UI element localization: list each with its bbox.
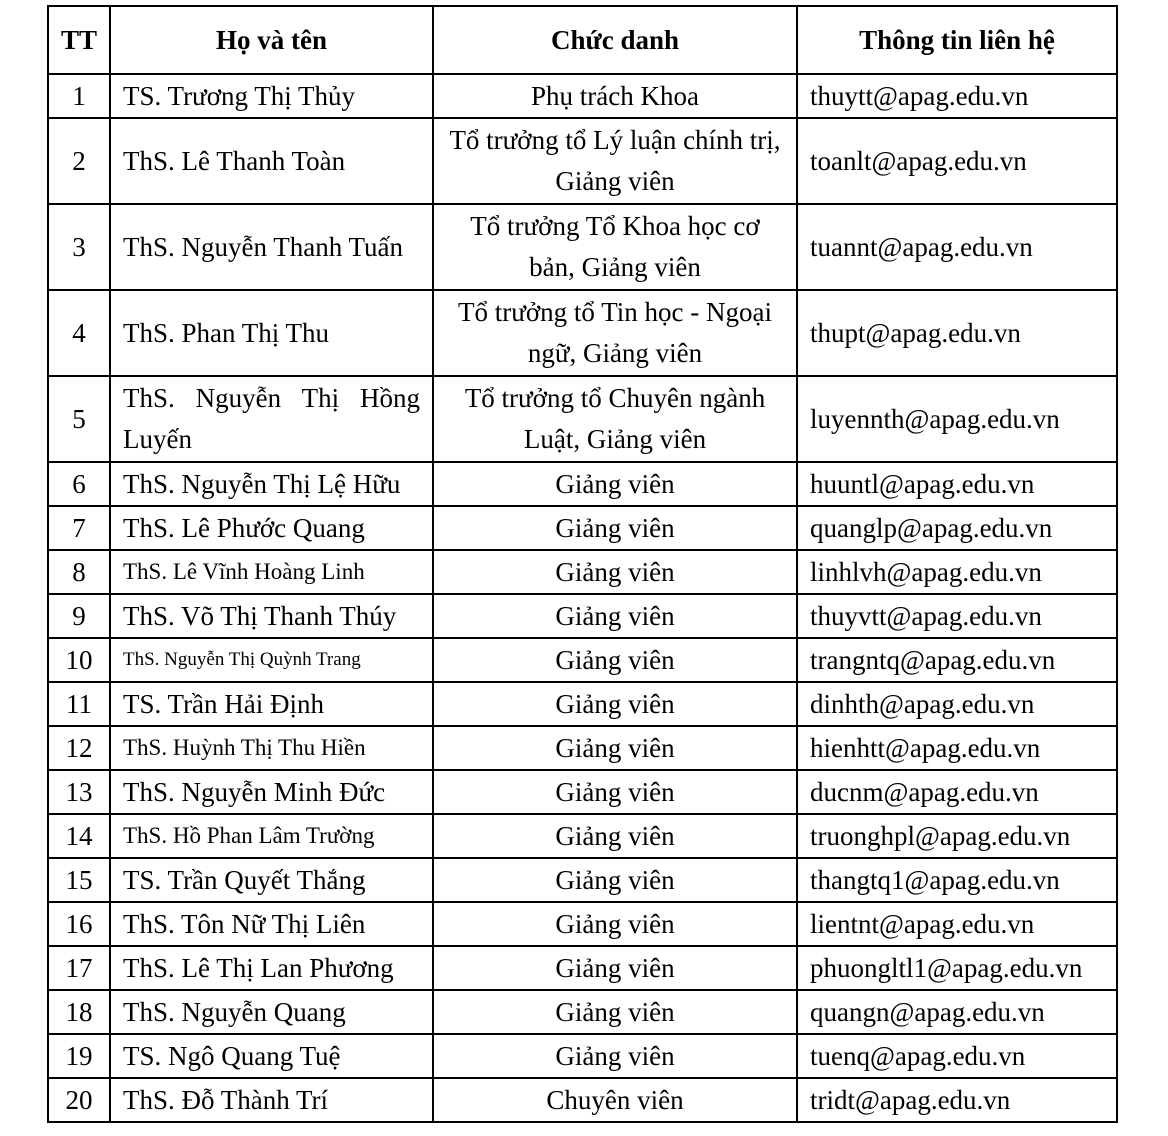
staff-name: TS. Ngô Quang Tuệ — [110, 1034, 433, 1078]
table-row — [48, 204, 1117, 290]
staff-title: Giảng viên — [433, 550, 797, 594]
staff-title: Giảng viên — [433, 462, 797, 506]
table-row — [48, 1078, 1117, 1122]
row-number: 12 — [48, 726, 110, 770]
staff-name: ThS. Huỳnh Thị Thu Hiền — [110, 726, 433, 770]
table-row — [48, 946, 1117, 990]
table-row — [48, 990, 1117, 1034]
staff-title: Giảng viên — [433, 946, 797, 990]
row-number: 13 — [48, 770, 110, 814]
staff-name: TS. Trần Hải Định — [110, 682, 433, 726]
table-row — [48, 506, 1117, 550]
staff-title: Giảng viên — [433, 858, 797, 902]
table-row — [48, 376, 1117, 462]
staff-email[interactable]: quangn@apag.edu.vn — [797, 990, 1117, 1034]
staff-name: ThS. Lê Phước Quang — [110, 506, 433, 550]
staff-email[interactable]: thangtq1@apag.edu.vn — [797, 858, 1117, 902]
staff-title: Giảng viên — [433, 990, 797, 1034]
staff-title: Giảng viên — [433, 902, 797, 946]
header-contact: Thông tin liên hệ — [797, 6, 1117, 74]
row-number: 16 — [48, 902, 110, 946]
staff-name: ThS. Võ Thị Thanh Thúy — [110, 594, 433, 638]
row-number: 8 — [48, 550, 110, 594]
staff-title: Chuyên viên — [433, 1078, 797, 1122]
staff-email[interactable]: tuannt@apag.edu.vn — [797, 204, 1117, 290]
row-number: 10 — [48, 638, 110, 682]
staff-name: ThS. Lê Thị Lan Phương — [110, 946, 433, 990]
row-number: 20 — [48, 1078, 110, 1122]
staff-email[interactable]: thuytt@apag.edu.vn — [797, 74, 1117, 118]
staff-title: Tổ trưởng Tổ Khoa học cơ bản, Giảng viên — [433, 204, 797, 290]
staff-name: ThS. Nguyễn Thị Lệ Hữu — [110, 462, 433, 506]
staff-title: Tổ trưởng tổ Chuyên ngành Luật, Giảng viên — [433, 376, 797, 462]
row-number: 5 — [48, 376, 110, 462]
staff-name: TS. Trần Quyết Thắng — [110, 858, 433, 902]
row-number: 6 — [48, 462, 110, 506]
staff-email[interactable]: hienhtt@apag.edu.vn — [797, 726, 1117, 770]
staff-email[interactable]: tuenq@apag.edu.vn — [797, 1034, 1117, 1078]
staff-name: ThS. Tôn Nữ Thị Liên — [110, 902, 433, 946]
row-number: 2 — [48, 118, 110, 204]
row-number: 18 — [48, 990, 110, 1034]
staff-name: ThS. Nguyễn Thị Quỳnh Trang — [110, 638, 433, 682]
table-row — [48, 638, 1117, 682]
staff-email[interactable]: huuntl@apag.edu.vn — [797, 462, 1117, 506]
staff-name: ThS. Phan Thị Thu — [110, 290, 433, 376]
table-row — [48, 594, 1117, 638]
staff-email[interactable]: linhlvh@apag.edu.vn — [797, 550, 1117, 594]
row-number: 4 — [48, 290, 110, 376]
staff-name: ThS. Nguyễn Quang — [110, 990, 433, 1034]
staff-email[interactable]: lientnt@apag.edu.vn — [797, 902, 1117, 946]
staff-name: ThS. Lê Vĩnh Hoàng Linh — [110, 550, 433, 594]
staff-name: ThS. Lê Thanh Toàn — [110, 118, 433, 204]
staff-email[interactable]: thupt@apag.edu.vn — [797, 290, 1117, 376]
staff-email[interactable]: tridt@apag.edu.vn — [797, 1078, 1117, 1122]
staff-name: ThS. Nguyễn Thanh Tuấn — [110, 204, 433, 290]
table-row — [48, 550, 1117, 594]
staff-title: Giảng viên — [433, 506, 797, 550]
staff-email[interactable]: trangntq@apag.edu.vn — [797, 638, 1117, 682]
header-name: Họ và tên — [110, 6, 433, 74]
row-number: 3 — [48, 204, 110, 290]
table-row — [48, 858, 1117, 902]
staff-title: Tổ trưởng tổ Lý luận chính trị, Giảng viên — [433, 118, 797, 204]
row-number: 9 — [48, 594, 110, 638]
table-row — [48, 118, 1117, 204]
staff-table — [47, 5, 1118, 1123]
row-number: 15 — [48, 858, 110, 902]
table-row — [48, 726, 1117, 770]
staff-title: Giảng viên — [433, 770, 797, 814]
staff-title: Giảng viên — [433, 726, 797, 770]
staff-email[interactable]: ducnm@apag.edu.vn — [797, 770, 1117, 814]
table-row — [48, 902, 1117, 946]
table-row — [48, 1034, 1117, 1078]
row-number: 14 — [48, 814, 110, 858]
staff-name: TS. Trương Thị Thủy — [110, 74, 433, 118]
table-row — [48, 462, 1117, 506]
table-row — [48, 682, 1117, 726]
header-title: Chức danh — [433, 6, 797, 74]
header-tt: TT — [48, 6, 110, 74]
table-row — [48, 770, 1117, 814]
staff-name: ThS. Nguyễn Thị Hồng Luyến — [110, 376, 433, 462]
staff-email[interactable]: luyennth@apag.edu.vn — [797, 376, 1117, 462]
staff-email[interactable]: truonghpl@apag.edu.vn — [797, 814, 1117, 858]
staff-title: Phụ trách Khoa — [433, 74, 797, 118]
staff-email[interactable]: phuongltl1@apag.edu.vn — [797, 946, 1117, 990]
table-row — [48, 74, 1117, 118]
staff-title: Giảng viên — [433, 682, 797, 726]
row-number: 1 — [48, 74, 110, 118]
staff-email[interactable]: thuyvtt@apag.edu.vn — [797, 594, 1117, 638]
table-row — [48, 814, 1117, 858]
staff-title: Giảng viên — [433, 814, 797, 858]
staff-name: ThS. Hồ Phan Lâm Trường — [110, 814, 433, 858]
table-header-row — [48, 6, 1117, 74]
staff-email[interactable]: quanglp@apag.edu.vn — [797, 506, 1117, 550]
staff-title: Tổ trưởng tổ Tin học - Ngoại ngữ, Giảng viên — [433, 290, 797, 376]
staff-email[interactable]: toanlt@apag.edu.vn — [797, 118, 1117, 204]
staff-email[interactable]: dinhth@apag.edu.vn — [797, 682, 1117, 726]
row-number: 11 — [48, 682, 110, 726]
row-number: 17 — [48, 946, 110, 990]
row-number: 19 — [48, 1034, 110, 1078]
staff-title: Giảng viên — [433, 1034, 797, 1078]
row-number: 7 — [48, 506, 110, 550]
table-row — [48, 290, 1117, 376]
staff-title: Giảng viên — [433, 594, 797, 638]
staff-title: Giảng viên — [433, 638, 797, 682]
staff-name: ThS. Nguyễn Minh Đức — [110, 770, 433, 814]
staff-name: ThS. Đỗ Thành Trí — [110, 1078, 433, 1122]
